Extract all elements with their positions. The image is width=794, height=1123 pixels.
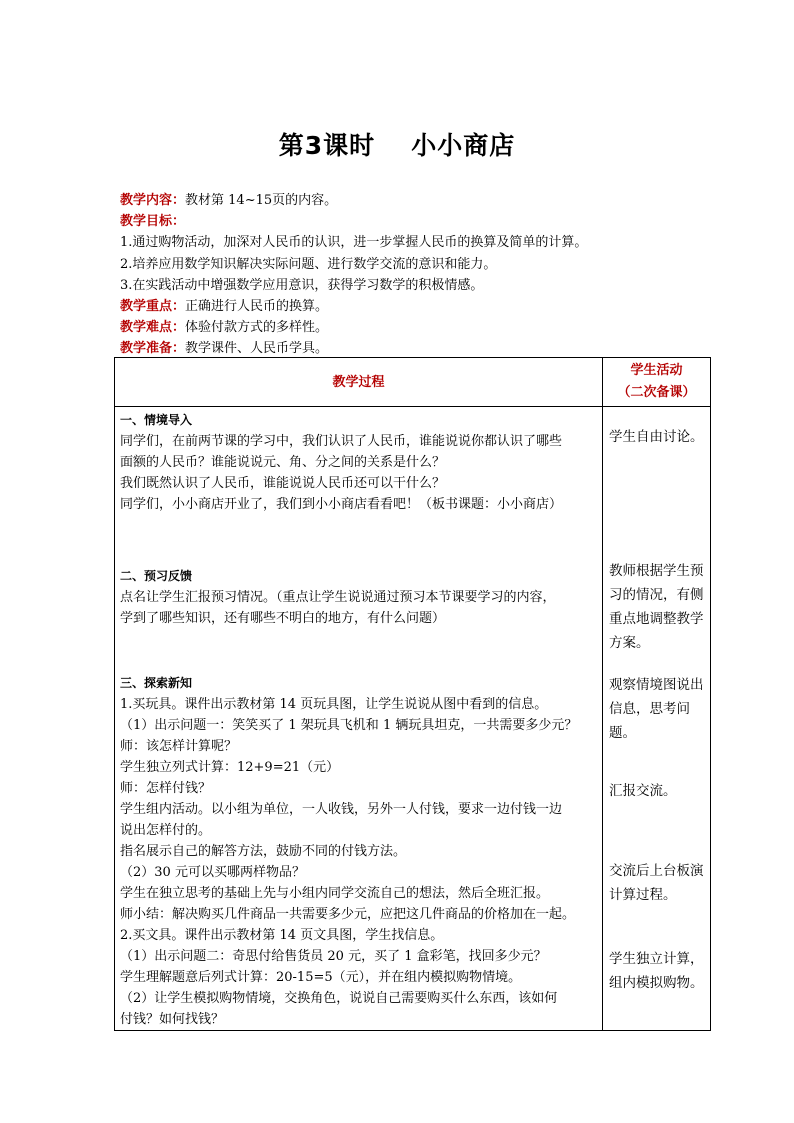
key-label: 教学重点： <box>120 299 186 315</box>
process-line: 学到了哪些知识，还有哪些不明白的地方，有什么问题） <box>120 611 446 626</box>
process-cell <box>115 407 603 1031</box>
prep-text: 教学课件、人民币学具。 <box>185 341 329 357</box>
section-heading: 二、预习反馈 <box>120 569 193 583</box>
lesson-number: 第3课时 <box>278 131 376 160</box>
table-body-row <box>115 407 711 1031</box>
activity-cell <box>603 407 711 1031</box>
section-heading: 一、情境导入 <box>120 413 193 427</box>
prep-label: 教学准备： <box>120 341 186 357</box>
header-side-line1: 学生活动 <box>630 363 683 378</box>
process-line: 我们既然认识了人民币，谁能说说人民币还可以干什么？ <box>120 476 446 491</box>
goal-item: 3.在实践活动中增强数学应用意识，获得学习数学的积极情感。 <box>120 277 484 293</box>
key-text: 正确进行人民币的换算。 <box>185 299 329 315</box>
process-line: 学生组内活动。以小组为单位，一人收钱，另外一人付钱，要求一边付钱一边 <box>120 802 563 817</box>
process-line: （2）30 元可以买哪两样物品？ <box>120 865 305 880</box>
goals-row <box>120 211 720 232</box>
process-line: 面额的人民币？谁能说说元、角、分之间的关系是什么？ <box>120 455 446 470</box>
process-line: 学生独立列式计算：12+9=21（元） <box>120 760 340 775</box>
process-line: 学生理解题意后列式计算：20-15=5（元），并在组内模拟购物情境。 <box>120 970 522 985</box>
content-text: 教材第 14~15页的内容。 <box>185 193 338 208</box>
process-line: （1）出示问题二：奇思付给售货员 20 元，买了 1 盒彩笔，找回多少元？ <box>120 949 547 964</box>
goals-label: 教学目标： <box>120 214 186 230</box>
goal-item: 2.培养应用数学知识解决实际问题、进行数学交流的意识和能力。 <box>120 256 497 272</box>
difficulty-label: 教学难点： <box>120 320 186 336</box>
process-line: 学生在独立思考的基础上先与小组内同学交流自己的想法，然后全班汇报。 <box>120 886 550 901</box>
activity-note: 观察情境图说出信息，思考问题。 <box>609 677 704 741</box>
table-header-row <box>115 358 711 407</box>
process-line: 点名让学生汇报预习情况。（重点让学生说说通过预习本节课要学习的内容， <box>120 590 556 605</box>
process-line: 指名展示自己的解答方法，鼓励不同的付钱方法。 <box>120 844 407 859</box>
page-title <box>0 126 794 162</box>
process-line: 付钱？如何找钱？ <box>120 1012 225 1027</box>
header-student-activity <box>603 358 711 407</box>
activity-note: 教师根据学生预习的情况，有侧重点地调整教学方案。 <box>609 563 704 651</box>
process-line: 同学们，小小商店开业了，我们到小小商店看看吧！（板书课题：小小商店） <box>120 497 563 512</box>
process-line: 师小结：解决购买几件商品一共需要多少元，应把这几件商品的价格加在一起。 <box>120 907 576 922</box>
lesson-table <box>114 357 711 1031</box>
process-line: 2.买文具。课件出示教材第 14 页文具图，学生找信息。 <box>120 928 444 943</box>
content-row <box>120 190 720 211</box>
lesson-meta <box>120 190 720 360</box>
activity-note: 汇报交流。 <box>609 783 677 799</box>
section-heading: 三、探索新知 <box>120 676 193 690</box>
difficulty-text: 体验付款方式的多样性。 <box>185 320 329 336</box>
process-line: 师：该怎样计算呢？ <box>120 739 238 754</box>
process-line: 说出怎样付的。 <box>120 823 212 838</box>
process-line: 同学们，在前两节课的学习中，我们认识了人民币，谁能说说你都认识了哪些 <box>120 434 563 449</box>
process-line: 1.买玩具。课件出示教材第 14 页玩具图，让学生说说从图中看到的信息。 <box>120 697 548 712</box>
header-process: 教学过程 <box>115 358 603 407</box>
activity-note: 学生独立计算，组内模拟购物。 <box>609 951 704 991</box>
lesson-name: 小小商店 <box>411 131 516 160</box>
difficulty-row <box>120 317 720 338</box>
header-side-line2: （二次备课） <box>617 385 696 400</box>
process-line: 师：怎样付钱？ <box>120 781 212 796</box>
activity-note: 学生自由讨论。 <box>609 429 704 445</box>
process-line: （1）出示问题一：笑笑买了 1 架玩具飞机和 1 辆玩具坦克，一共需要多少元？ <box>120 718 578 733</box>
goal-item: 1.通过购物活动，加深对人民币的认识，进一步掌握人民币的换算及简单的计算。 <box>120 235 588 251</box>
process-line: （2）让学生模拟购物情境，交换角色，说说自己需要购买什么东西，该如何 <box>120 991 558 1006</box>
activity-note: 交流后上台板演计算过程。 <box>609 863 704 903</box>
content-label: 教学内容： <box>120 193 186 208</box>
key-row <box>120 296 720 317</box>
